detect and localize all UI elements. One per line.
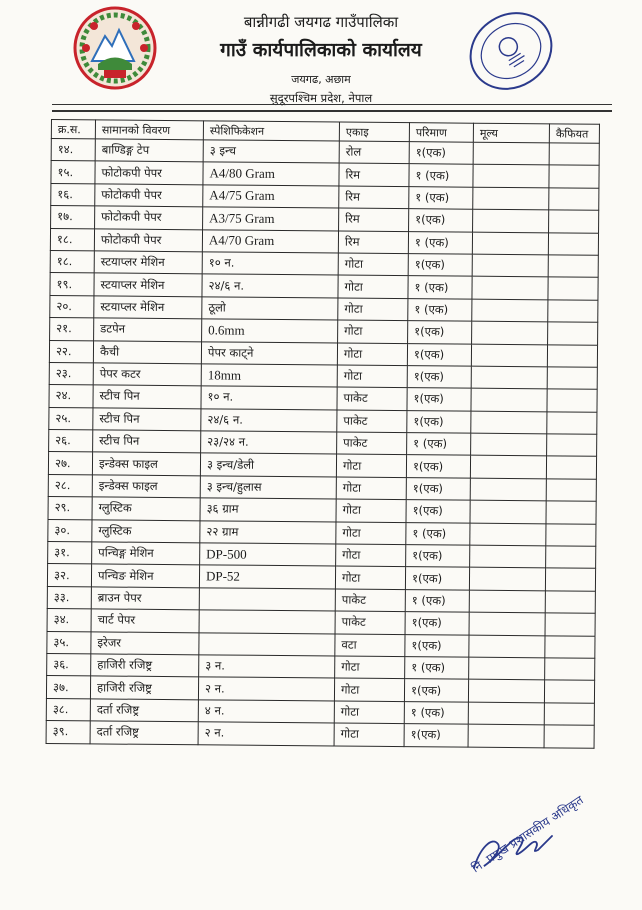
- spec-cell: ३ इन्च/डेली: [200, 453, 336, 477]
- price-cell: [472, 277, 548, 300]
- serial-cell: १६.: [51, 183, 95, 206]
- serial-cell: २३.: [49, 362, 93, 385]
- price-cell: [470, 545, 546, 568]
- serial-cell: ३८.: [46, 698, 90, 721]
- unit-cell: गोटा: [334, 701, 404, 724]
- quantity-cell: १ (एक): [404, 701, 468, 724]
- quantity-cell: १ (एक): [406, 522, 470, 545]
- unit-cell: पाकेट: [337, 432, 407, 455]
- remarks-cell: [549, 210, 599, 233]
- price-cell: [471, 433, 547, 456]
- item-cell: पन्चिङ मेशिन: [91, 564, 199, 587]
- remarks-cell: [549, 165, 599, 188]
- quantity-cell: १(एक): [407, 410, 471, 433]
- remarks-cell: [547, 367, 597, 390]
- spec-cell: DP-52: [199, 565, 335, 589]
- table-row: [46, 721, 594, 748]
- remarks-cell: [545, 591, 595, 614]
- item-cell: फोटोकपी पेपर: [94, 228, 202, 251]
- unit-cell: रोल: [339, 141, 409, 164]
- spec-cell: ठूलो: [202, 297, 338, 321]
- spec-cell: 18mm: [201, 364, 337, 388]
- item-cell: ब्राउन पेपर: [91, 587, 199, 610]
- spec-cell: [199, 588, 335, 612]
- unit-cell: गोटा: [336, 522, 406, 545]
- serial-cell: ३२.: [47, 564, 91, 587]
- price-cell: [472, 299, 548, 322]
- price-cell: [472, 254, 548, 277]
- quantity-cell: १ (एक): [408, 231, 472, 254]
- serial-cell: १४.: [51, 139, 95, 162]
- header-unit: एकाइ: [339, 122, 409, 142]
- unit-cell: पाकेट: [335, 589, 405, 612]
- unit-cell: गोटा: [336, 499, 406, 522]
- quantity-cell: १(एक): [409, 142, 473, 165]
- quantity-cell: १ (एक): [405, 589, 469, 612]
- serial-cell: २८.: [48, 474, 92, 497]
- quantity-cell: १(एक): [404, 679, 468, 702]
- serial-cell: २१.: [50, 318, 94, 341]
- item-cell: डटपेन: [94, 318, 202, 341]
- item-cell: स्टयाप्लर मेशिन: [94, 296, 202, 319]
- item-cell: ग्लुस्टिक: [92, 497, 200, 520]
- remarks-cell: [549, 143, 599, 166]
- spec-cell: ३६ ग्राम: [200, 498, 336, 522]
- unit-cell: गोटा: [336, 544, 406, 567]
- price-cell: [469, 635, 545, 658]
- price-cell: [473, 209, 549, 232]
- unit-cell: रिम: [338, 231, 408, 254]
- item-cell: हाजिरी रजिष्ट्र: [91, 654, 199, 677]
- unit-cell: गोटा: [337, 365, 407, 388]
- item-cell: इन्डेक्स फाइल: [92, 475, 200, 498]
- quantity-cell: १ (एक): [408, 276, 472, 299]
- remarks-cell: [544, 725, 594, 748]
- price-cell: [470, 500, 546, 523]
- spec-cell: २४/६ न.: [202, 274, 338, 298]
- header-specification: स्पेशिफिकेशन: [203, 121, 339, 141]
- item-cell: पेपर कटर: [93, 363, 201, 386]
- header-quantity: परिमाण: [409, 123, 473, 143]
- serial-cell: ३४.: [47, 609, 91, 632]
- header-item: सामानको विवरण: [95, 120, 203, 140]
- spec-cell: २४/६ न.: [201, 409, 337, 433]
- item-cell: कैची: [93, 340, 201, 363]
- unit-cell: गोटा: [335, 656, 405, 679]
- serial-cell: २५.: [49, 407, 93, 430]
- item-cell: स्टीच पिन: [93, 385, 201, 408]
- serial-cell: ३५.: [47, 631, 91, 654]
- remarks-cell: [547, 412, 597, 435]
- office-province: सुदूरपश्चिम प्रदेश, नेपाल: [269, 91, 373, 105]
- item-cell: स्टीच पिन: [93, 408, 201, 431]
- remarks-cell: [549, 188, 599, 211]
- quantity-cell: १ (एक): [409, 186, 473, 209]
- spec-cell: ३ इन्च: [203, 140, 339, 164]
- unit-cell: गोटा: [334, 678, 404, 701]
- serial-cell: ३६.: [47, 653, 91, 676]
- item-cell: बाण्डिङ्ग टेप: [95, 139, 203, 162]
- signature-icon: [462, 796, 622, 896]
- price-cell: [470, 456, 546, 479]
- office-address: जयगढ, अछाम: [291, 73, 351, 86]
- signatory-title: नि. प्रमुख प्रशासकीय अधिकृत: [469, 792, 586, 876]
- quantity-cell: १(एक): [408, 254, 472, 277]
- remarks-cell: [546, 523, 596, 546]
- quantity-cell: १(एक): [405, 612, 469, 635]
- item-cell: स्टीच पिन: [93, 430, 201, 453]
- quantity-cell: १ (एक): [407, 433, 471, 456]
- price-cell: [468, 680, 544, 703]
- price-cell: [468, 724, 544, 747]
- unit-cell: गोटा: [336, 454, 406, 477]
- price-cell: [473, 142, 549, 165]
- item-cell: इन्डेक्स फाइल: [92, 452, 200, 475]
- remarks-cell: [547, 434, 597, 457]
- spec-cell: २ न.: [198, 677, 334, 701]
- spec-cell: [199, 610, 335, 634]
- serial-cell: ३९.: [46, 721, 90, 744]
- spec-cell: [199, 632, 335, 656]
- remarks-cell: [544, 680, 594, 703]
- municipality-name: बान्नीगढी जयगढ गाउँपालिका: [243, 13, 399, 31]
- unit-cell: गोटा: [336, 477, 406, 500]
- serial-cell: २४.: [49, 385, 93, 408]
- quantity-cell: १(एक): [407, 388, 471, 411]
- spec-cell: A4/80 Gram: [203, 162, 339, 186]
- serial-cell: २२.: [49, 340, 93, 363]
- quantity-cell: १(एक): [406, 545, 470, 568]
- serial-cell: २७.: [48, 452, 92, 475]
- item-cell: फोटोकपी पेपर: [95, 206, 203, 229]
- remarks-cell: [545, 635, 595, 658]
- item-cell: चार्ट पेपर: [91, 609, 199, 632]
- unit-cell: गोटा: [338, 298, 408, 321]
- item-cell: इरेजर: [91, 631, 199, 654]
- remarks-cell: [546, 546, 596, 569]
- remarks-cell: [548, 277, 598, 300]
- serial-cell: ३३.: [47, 586, 91, 609]
- spec-cell: पेपर काट्ने: [201, 341, 337, 365]
- item-cell: हाजिरी रजिष्ट्र: [90, 676, 198, 699]
- price-cell: [469, 590, 545, 613]
- spec-cell: ३ इन्च/हुलास: [200, 476, 336, 500]
- remarks-cell: [545, 658, 595, 681]
- price-cell: [473, 187, 549, 210]
- spec-cell: DP-500: [200, 543, 336, 567]
- serial-cell: १९.: [50, 273, 94, 296]
- remarks-cell: [548, 255, 598, 278]
- office-title: गाउँ कार्यपालिकाको कार्यालय: [220, 39, 422, 61]
- quantity-cell: १(एक): [407, 343, 471, 366]
- quantity-cell: १(एक): [406, 477, 470, 500]
- item-cell: दर्ता रजिष्ट्र: [90, 721, 198, 744]
- item-cell: स्टयाप्लर मेशिन: [94, 273, 202, 296]
- inventory-table: [46, 119, 600, 748]
- serial-cell: ३७.: [46, 676, 90, 699]
- serial-cell: २०.: [50, 295, 94, 318]
- serial-cell: ३१.: [48, 542, 92, 565]
- quantity-cell: १(एक): [404, 724, 468, 747]
- unit-cell: रिम: [339, 208, 409, 231]
- unit-cell: गोटा: [335, 566, 405, 589]
- unit-cell: गोटा: [334, 723, 404, 746]
- remarks-cell: [548, 322, 598, 345]
- item-cell: फोटोकपी पेपर: [95, 161, 203, 184]
- header-serial: क्र.स.: [51, 120, 95, 139]
- quantity-cell: १(एक): [405, 634, 469, 657]
- remarks-cell: [546, 479, 596, 502]
- spec-cell: २२ ग्राम: [200, 520, 336, 544]
- header-remarks: कैफियत: [549, 124, 599, 143]
- spec-cell: A3/75 Gram: [203, 207, 339, 231]
- unit-cell: गोटा: [338, 253, 408, 276]
- price-cell: [472, 321, 548, 344]
- unit-cell: रिम: [339, 163, 409, 186]
- price-cell: [470, 523, 546, 546]
- office-seal-icon: [458, 6, 564, 96]
- price-cell: [472, 232, 548, 255]
- serial-cell: १८.: [50, 228, 94, 251]
- quantity-cell: १(एक): [407, 366, 471, 389]
- quantity-cell: १(एक): [408, 321, 472, 344]
- serial-cell: १८.: [50, 250, 94, 273]
- quantity-cell: १ (एक): [409, 164, 473, 187]
- price-cell: [471, 388, 547, 411]
- price-cell: [469, 612, 545, 635]
- unit-cell: पाकेट: [335, 611, 405, 634]
- header-divider-double: [52, 110, 612, 112]
- spec-cell: ४ न.: [198, 700, 334, 724]
- spec-cell: ३ न.: [199, 655, 335, 679]
- remarks-cell: [546, 501, 596, 524]
- serial-cell: २९.: [48, 497, 92, 520]
- remarks-cell: [547, 389, 597, 412]
- spec-cell: 0.6mm: [202, 319, 338, 343]
- item-cell: पन्चिङ्ग मेशिन: [92, 542, 200, 565]
- remarks-cell: [547, 344, 597, 367]
- remarks-cell: [548, 232, 598, 255]
- unit-cell: गोटा: [337, 343, 407, 366]
- remarks-cell: [545, 613, 595, 636]
- unit-cell: पाकेट: [337, 410, 407, 433]
- quantity-cell: १ (एक): [405, 657, 469, 680]
- unit-cell: गोटा: [338, 275, 408, 298]
- serial-cell: २६.: [49, 430, 93, 453]
- remarks-cell: [545, 568, 595, 591]
- price-cell: [470, 478, 546, 501]
- item-cell: फोटोकपी पेपर: [95, 184, 203, 207]
- remarks-cell: [546, 456, 596, 479]
- header-divider: [52, 104, 612, 105]
- spec-cell: A4/75 Gram: [203, 185, 339, 209]
- price-cell: [468, 702, 544, 725]
- price-cell: [471, 411, 547, 434]
- spec-cell: २ न.: [198, 722, 334, 746]
- unit-cell: वटा: [335, 634, 405, 657]
- remarks-cell: [548, 300, 598, 323]
- unit-cell: रिम: [339, 186, 409, 209]
- quantity-cell: १ (एक): [408, 298, 472, 321]
- serial-cell: १७.: [51, 206, 95, 229]
- quantity-cell: १(एक): [405, 567, 469, 590]
- header-price: मूल्य: [473, 123, 549, 143]
- price-cell: [469, 568, 545, 591]
- item-cell: ग्लुस्टिक: [92, 520, 200, 543]
- quantity-cell: १(एक): [409, 209, 473, 232]
- unit-cell: पाकेट: [337, 387, 407, 410]
- unit-cell: गोटा: [338, 320, 408, 343]
- spec-cell: २३/२४ न.: [201, 431, 337, 455]
- price-cell: [473, 165, 549, 188]
- serial-cell: ३०.: [48, 519, 92, 542]
- spec-cell: A4/70 Gram: [202, 229, 338, 253]
- item-cell: दर्ता रजिष्ट्र: [90, 699, 198, 722]
- item-cell: स्टयाप्लर मेशिन: [94, 251, 202, 274]
- spec-cell: १० न.: [201, 386, 337, 410]
- quantity-cell: १(एक): [406, 500, 470, 523]
- quantity-cell: १(एक): [406, 455, 470, 478]
- price-cell: [471, 344, 547, 367]
- price-cell: [469, 657, 545, 680]
- price-cell: [471, 366, 547, 389]
- serial-cell: १५.: [51, 161, 95, 184]
- remarks-cell: [544, 703, 594, 726]
- spec-cell: १० न.: [202, 252, 338, 276]
